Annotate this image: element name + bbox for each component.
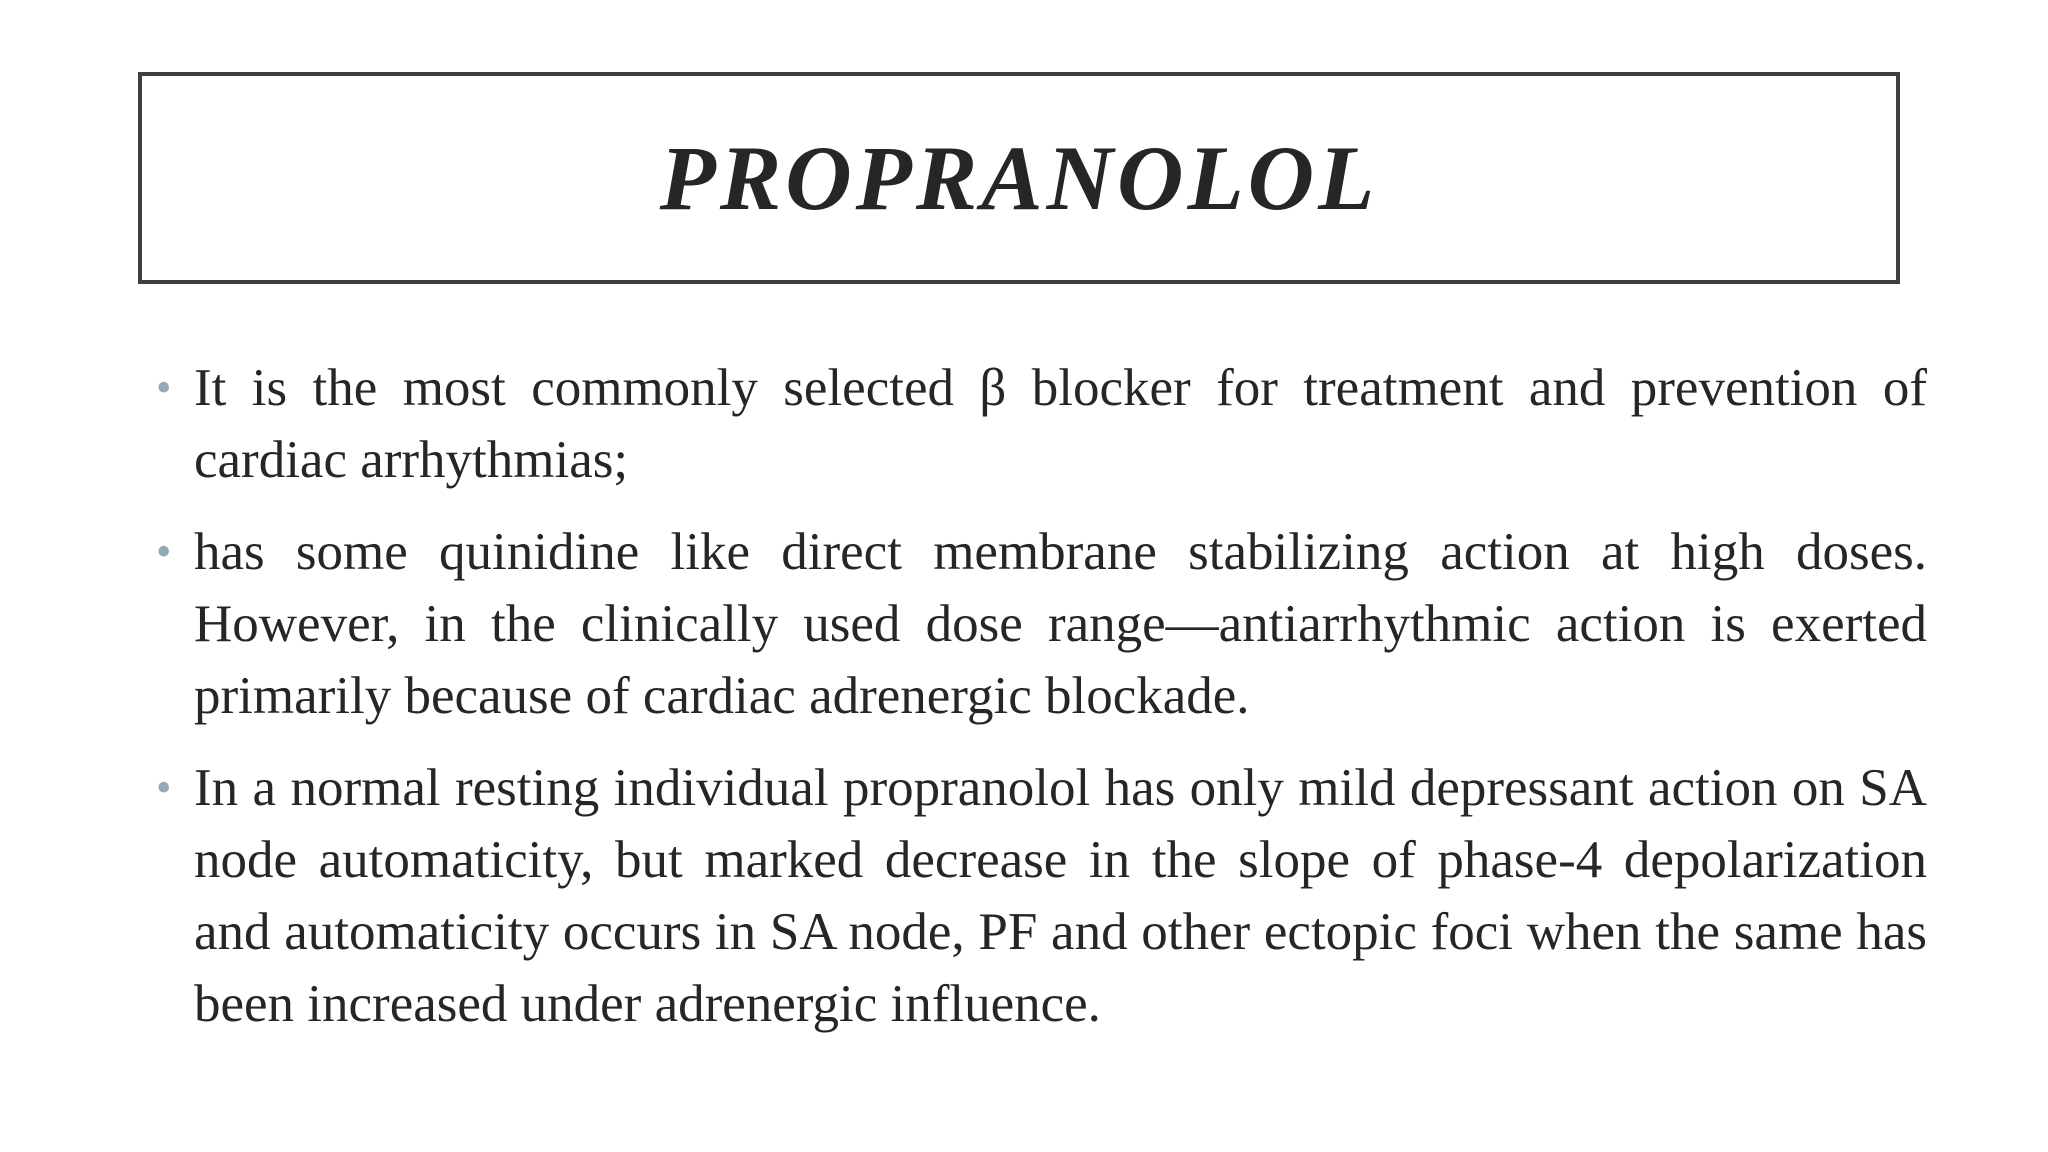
bullet-dot-icon: • bbox=[156, 363, 172, 412]
bullet-text-3: In a normal resting individual propranolol has only mild depressant action on SA node automaticity, but marked decrease in the slope of phase-4 depolarization and automaticity occurs in SA node, PF and other ectopic foci when the same has been increased under adrenergic influence. bbox=[194, 759, 1927, 1033]
title-box bbox=[138, 72, 1900, 284]
bullet-item-2 bbox=[152, 516, 1927, 732]
bullet-list bbox=[152, 352, 1927, 1040]
slide-title: PROPRANOLOL bbox=[659, 127, 1379, 229]
bullet-dot-icon: • bbox=[156, 527, 172, 576]
bullet-text-2: has some quinidine like direct membrane stabilizing action at high doses. However, in the clinically used dose range—antiarrhythmic action is exerted primarily because of cardiac adrenergic blockade. bbox=[194, 523, 1927, 725]
bullet-text-1: It is the most commonly selected β blocker for treatment and prevention of cardiac arrhythmias; bbox=[194, 359, 1927, 489]
bullet-dot-icon: • bbox=[156, 763, 172, 812]
bullet-item-3 bbox=[152, 752, 1927, 1040]
bullet-item-1 bbox=[152, 352, 1927, 496]
slide-body bbox=[152, 352, 1927, 1152]
